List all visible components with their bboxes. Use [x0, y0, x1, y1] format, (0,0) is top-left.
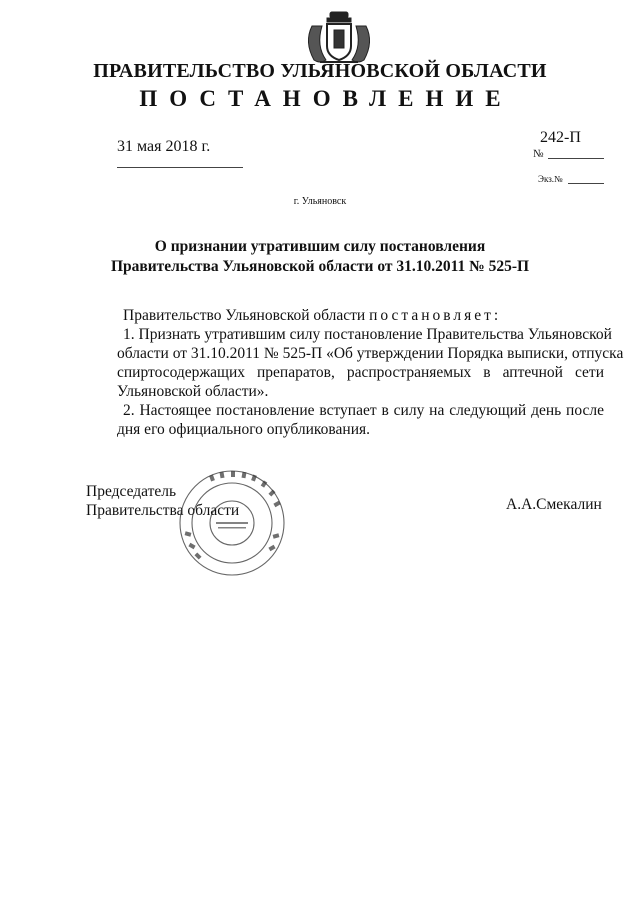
title-line-2: Правительства Ульяновской области от 31.10.2011 № 525-П [110, 258, 530, 275]
item-1-line: 1. Признать утратившим силу постановление Правительства Ульяновской [123, 326, 612, 343]
item-2-line: дня его официального опубликования. [117, 421, 371, 438]
official-seal-stamp [176, 467, 288, 579]
number-underline [548, 158, 604, 159]
intro-prefix: Правительство Ульяновской области [123, 307, 370, 324]
item-2 [117, 401, 604, 439]
copy-number-underline [568, 183, 604, 184]
title-line-1: О признании утратившим силу постановления [154, 238, 486, 255]
document-date: 31 мая 2018 г. [117, 138, 211, 155]
item-1-line: спиртосодержащих препаратов, распространяемых в аптечной сети [117, 364, 604, 381]
city: г. Ульяновск [293, 196, 347, 207]
item-2-line: 2. Настоящее постановление вступает в силу на следующий день после [123, 402, 604, 419]
copy-number-label: Экз.№ [538, 174, 563, 184]
signatory-name: А.А.Смекалин [506, 496, 602, 513]
item-1 [117, 325, 624, 401]
document-number: 242-П [540, 129, 581, 146]
document-type: ПОСТАНОВЛЕНИЕ [139, 86, 513, 111]
government-name: ПРАВИТЕЛЬСТВО УЛЬЯНОВСКОЙ ОБЛАСТИ [93, 60, 547, 82]
signatory-title-line-1: Председатель [86, 483, 177, 500]
date-underline [117, 167, 243, 168]
intro-paragraph [117, 306, 604, 325]
item-1-line: Ульяновской области». [117, 383, 269, 400]
document-title [0, 237, 640, 277]
coat-of-arms-icon [300, 6, 378, 68]
document-body [117, 306, 624, 439]
item-1-line: области от 31.10.2011 № 525-П «Об утверждении Порядка выписки, отпуска [117, 345, 624, 362]
intro-resolves: постановляет: [369, 307, 502, 324]
number-sign: № [533, 148, 544, 160]
signatory-title-line-2: Правительства области [86, 502, 240, 519]
